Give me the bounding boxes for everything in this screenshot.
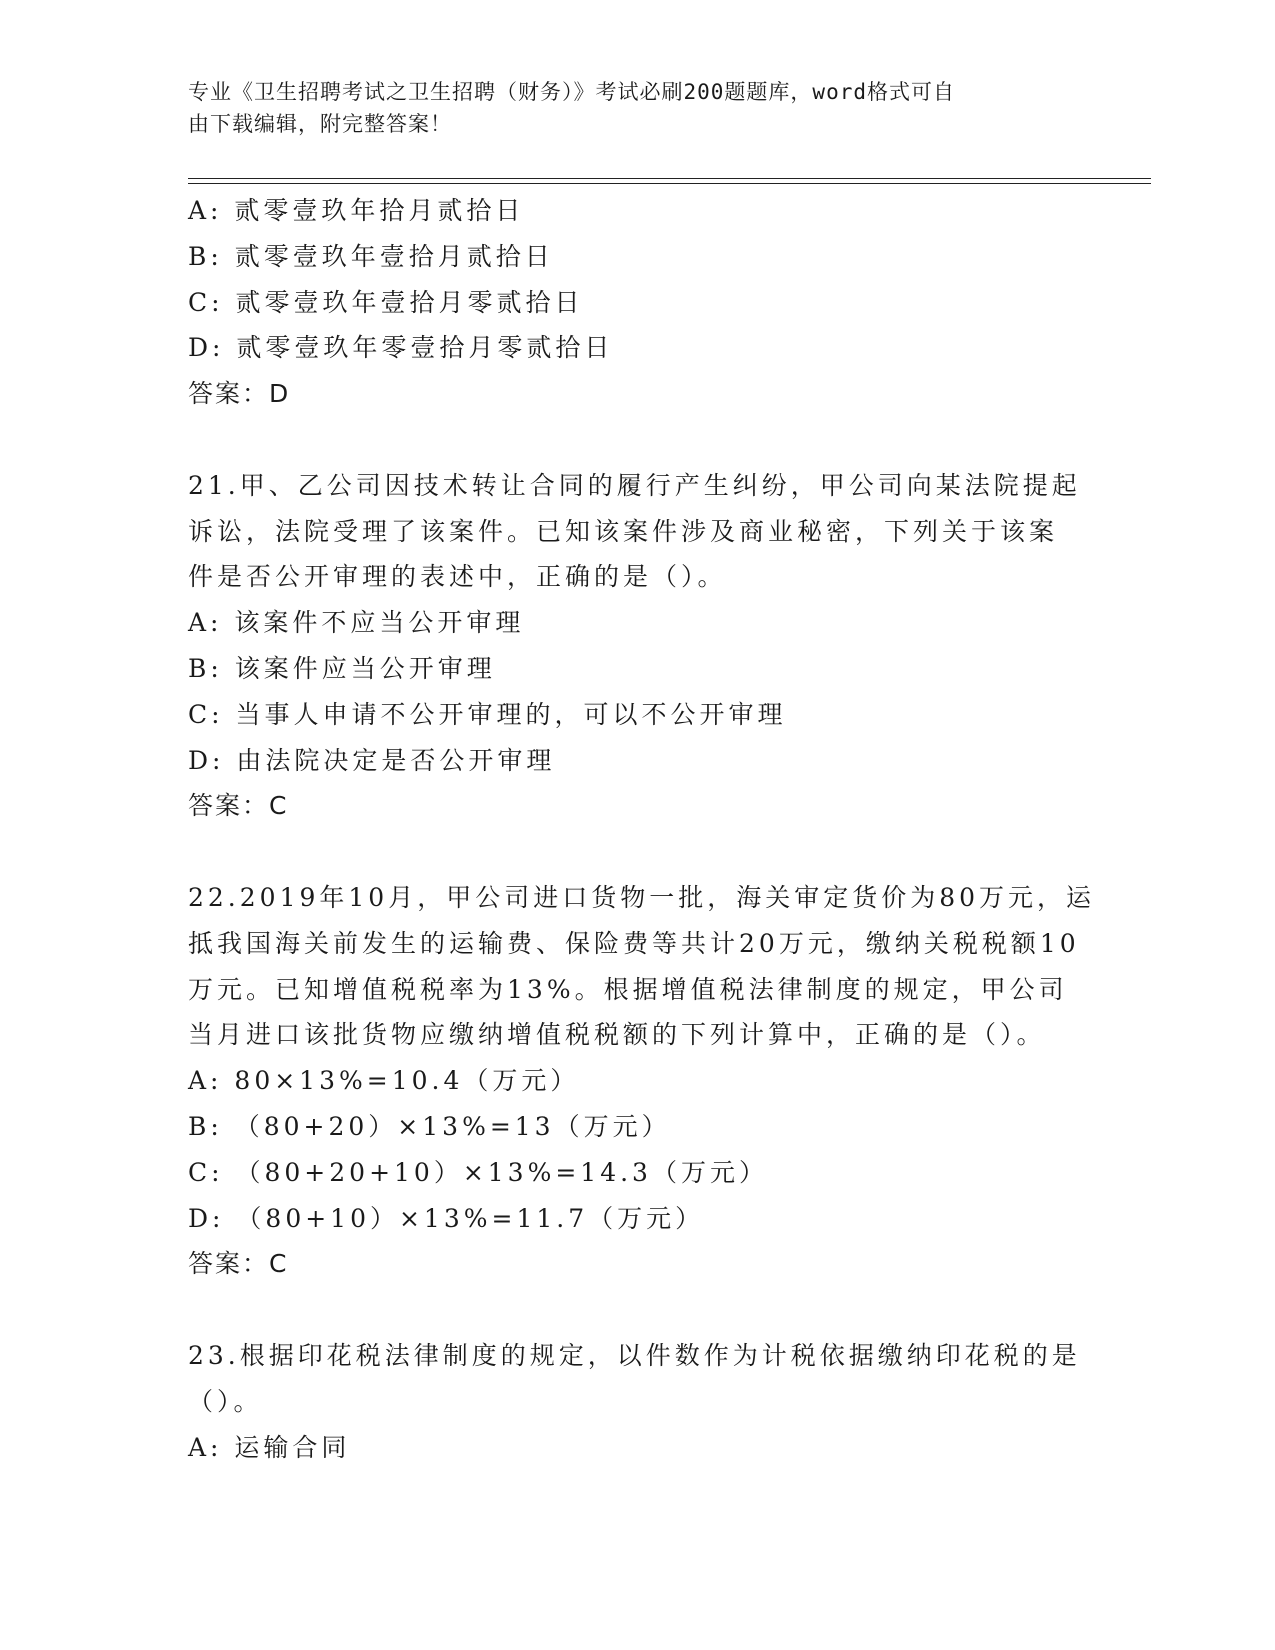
- page-header: [188, 76, 1068, 140]
- option-a: A: 该案件不应当公开审理: [188, 608, 525, 638]
- answer-line: 答案：C: [188, 791, 289, 821]
- question-22-block: [188, 875, 1096, 1287]
- answer-line: 答案：D: [188, 379, 291, 409]
- spacer: [188, 829, 1088, 875]
- question-stem-line: 诉讼，法院受理了该案件。已知该案件涉及商业秘密，下列关于该案: [188, 516, 1059, 546]
- answer-line: 答案：C: [188, 1249, 289, 1279]
- option-c: C: （80+20+10）×13%=14.3（万元）: [188, 1157, 768, 1187]
- option-a: A: 运输合同: [188, 1432, 351, 1462]
- question-23-block: [188, 1333, 1088, 1470]
- question-stem-line: 23.根据印花税法律制度的规定，以件数作为计税依据缴纳印花税的是: [188, 1340, 1081, 1370]
- question-stem-line: 件是否公开审理的表述中，正确的是（）。: [188, 562, 727, 592]
- question-stem-line: 22.2019年10月，甲公司进口货物一批，海关审定货价为80万元，运: [188, 882, 1096, 912]
- spacer: [188, 1287, 1088, 1333]
- option-d: D: 由法院决定是否公开审理: [188, 745, 556, 775]
- option-b: B: （80+20）×13%=13（万元）: [188, 1111, 671, 1141]
- option-b: B: 该案件应当公开审理: [188, 653, 496, 683]
- question-20-block: [188, 188, 1088, 417]
- option-c: C: 贰零壹玖年壹拾月零贰拾日: [188, 287, 584, 317]
- question-stem-line: （）。: [188, 1386, 263, 1416]
- option-d: D: （80+10）×13%=11.7（万元）: [188, 1203, 705, 1233]
- option-d: D: 贰零壹玖年零壹拾月零贰拾日: [188, 333, 614, 363]
- header-title-line-2: 由下载编辑，附完整答案！: [188, 112, 452, 136]
- question-stem-line: 当月进口该批货物应缴纳增值税税额的下列计算中，正确的是（）。: [188, 1020, 1046, 1050]
- spacer: [188, 417, 1088, 463]
- question-stem-line: 万元。已知增值税税率为13%。根据增值税法律制度的规定，甲公司: [188, 974, 1068, 1004]
- question-stem-line: 抵我国海关前发生的运输费、保险费等共计20万元，缴纳关税税额10: [188, 928, 1080, 958]
- option-c: C: 当事人申请不公开审理的，可以不公开审理: [188, 699, 787, 729]
- document-body: [188, 188, 1096, 1470]
- header-divider-bottom: [188, 183, 1151, 184]
- question-21-block: [188, 463, 1088, 829]
- header-divider-top: [188, 178, 1151, 179]
- option-b: B: 贰零壹玖年壹拾月贰拾日: [188, 241, 554, 271]
- option-a: A: 80×13%=10.4（万元）: [188, 1066, 580, 1096]
- question-stem-line: 21.甲、乙公司因技术转让合同的履行产生纠纷，甲公司向某法院提起: [188, 470, 1081, 500]
- header-title-line-1: 专业《卫生招聘考试之卫生招聘（财务）》考试必刷200题题库，word格式可自: [188, 80, 955, 104]
- option-a: A: 贰零壹玖年拾月贰拾日: [188, 196, 525, 225]
